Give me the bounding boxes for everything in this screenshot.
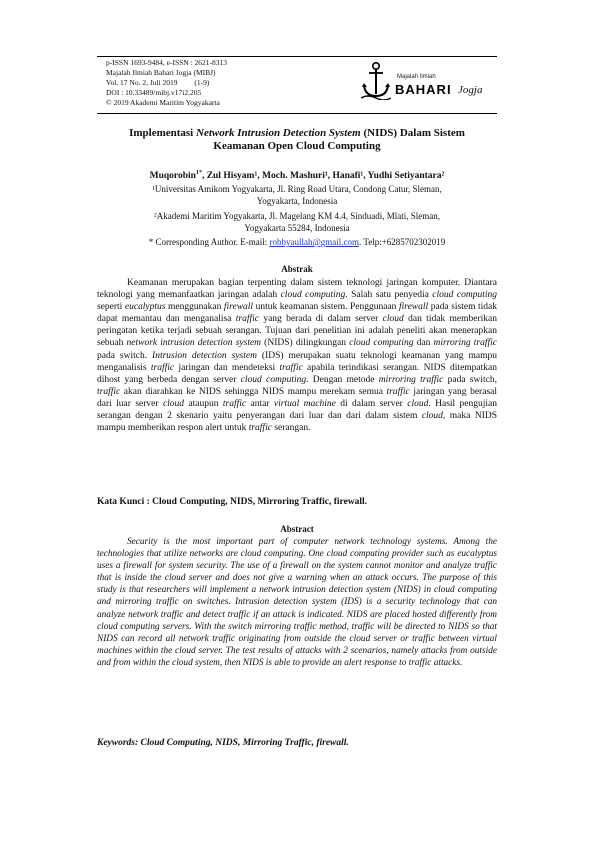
affiliation-2-line1: ²Akademi Maritim Yogyakarta, Jl. Magelang KM 4.4, Sinduadi, Mlati, Sleman,: [154, 211, 440, 221]
page-range: (1-9): [194, 78, 210, 87]
logo-small-text: Majalah Ilmiah: [397, 74, 436, 80]
other-authors: , Zul Hisyam¹, Moch. Mashuri¹, Hanafi¹, Yudhi Setiyantara²: [201, 171, 445, 182]
volume-text: Vol. 17 No. 2, Juli 2019: [106, 78, 178, 87]
first-author-sup: 1*: [195, 170, 202, 176]
keywords: Keywords: Cloud Computing, NIDS, Mirroring Traffic, firewall.: [97, 738, 349, 748]
affiliation-2-line2: Yogyakarta 55284, Indonesia: [244, 223, 350, 233]
abstract-body: Security is the most important part of computer network technology systems. Among the technologies that utilize networks are cloud computing. One cloud computing provider such as eucalyptus uses a firewall for system security. The use of a firewall on the system cannot monitor and analyze traffic that is inside the cloud server and does not give a warning when an attack occurs. The purpose of this study is that researchers will implement a network intrusion detection system (NIDS) in cloud computing and mirroring traffic on switches. Intrusion detection system (IDS) is a security technology that can analyze network traffic and detect traffic if an attack is indicated. NIDS are placed hosted differently from cloud computing servers. With the switch mirroring traffic method, traffic will be directed to NIDS so that NIDS can record all network traffic originating from outside the cloud server or traffic between virtual machines within the cloud server. The test results of attacks with 2 scenarios, namely attacks from outside and from within the cloud system, then NIDS is able to provide an alert response to traffic attacks.: [97, 537, 497, 668]
affiliation-1-line1: ¹Universitas Amikom Yogyakarta, Jl. Ring Road Utara, Condong Catur, Sleman,: [152, 184, 442, 194]
journal-name: Majalah Ilmiah Bahari Jogja (MIBJ): [106, 68, 216, 77]
logo-big-text: BAHARI: [395, 82, 452, 97]
copyright-line: © 2019 Akademi Maritim Yogyakarta: [106, 98, 220, 107]
doi-line: DOI : 10.33489/mibj.v17i2.205: [106, 88, 202, 97]
abstrak-body: Keamanan merupakan bagian terpenting dalam sistem teknologi jaringan komputer. Diantara teknologi yang memanfaatkan jaringan adalah cloud computing. Salah satu penyedia cloud computing seperti eucalyptus menggunakan firewall untuk keamanan sistem. Penggunaan firewall pada sistem tidak dapat memantau dan menganalisa traffic yang berada di dalam server cloud dan tidak memberikan peringatan ketika terjadi sebuah serangan. Tujuan dari penelitian ini adalah peneliti akan menerapkan sebuah network intrusion detection system (NIDS) dilingkungan cloud computing dan mirroring traffic pada switch. Intrusion detection system (IDS) merupakan suatu teknologi keamanan yang mampu menganalisis traffic jaringan dan mendeteksi traffic apabila terindikasi serangan. NIDS ditempatkan dihost yang berbeda dengan server cloud computing. Dengan metode mirroring traffic pada switch, traffic akan diarahkan ke NIDS sehingga NIDS mampu merekam semua traffic jaringan yang berasal dari luar server cloud ataupun traffic antar virtual machine di dalam server cloud. Hasil pengujian serangan dengan 2 skenario yaitu penyerangan dari luar dan dari dalam sistem cloud, maka NIDS mampu memberikan respon alert untuk traffic serangan.: [97, 278, 498, 434]
kata-kunci: Kata Kunci : Cloud Computing, NIDS, Mirroring Traffic, firewall.: [97, 497, 368, 507]
corresponding-label: * Corresponding Author. E-mail:: [148, 237, 270, 247]
paper-title: [97, 127, 497, 153]
affiliation-1-line2: Yogyakarta, Indonesia: [256, 196, 338, 206]
journal-header-info: [106, 58, 227, 108]
title-italic: Network Intrusion Detection System: [196, 127, 361, 139]
corresponding-author: [97, 237, 497, 247]
title-line2: Keamanan Open Cloud Computing: [213, 140, 381, 152]
abstrak-heading: Abstrak: [281, 264, 313, 274]
first-author: Muqorobin: [149, 171, 196, 182]
title-suffix: (NIDS) Dalam Sistem: [360, 127, 465, 139]
affiliation-1: [97, 183, 497, 207]
issn-line: p-ISSN 1693-9484, e-ISSN : 2621-8313: [106, 58, 228, 67]
phone-text: . Telp:+6285702302019: [359, 237, 446, 247]
author-list: [97, 170, 497, 181]
title-prefix: Implementasi: [129, 127, 196, 139]
volume-line: [106, 78, 227, 88]
header-top-rule: [97, 56, 497, 57]
logo-suffix: Jogja: [458, 84, 483, 96]
header-bottom-rule: [97, 113, 497, 114]
email-link[interactable]: robbyaullah@gmail.com: [269, 237, 359, 247]
abstract-heading: Abstract: [280, 524, 314, 534]
anchor-icon: [361, 60, 391, 100]
journal-logo: [355, 60, 495, 104]
affiliation-2: [97, 210, 497, 234]
